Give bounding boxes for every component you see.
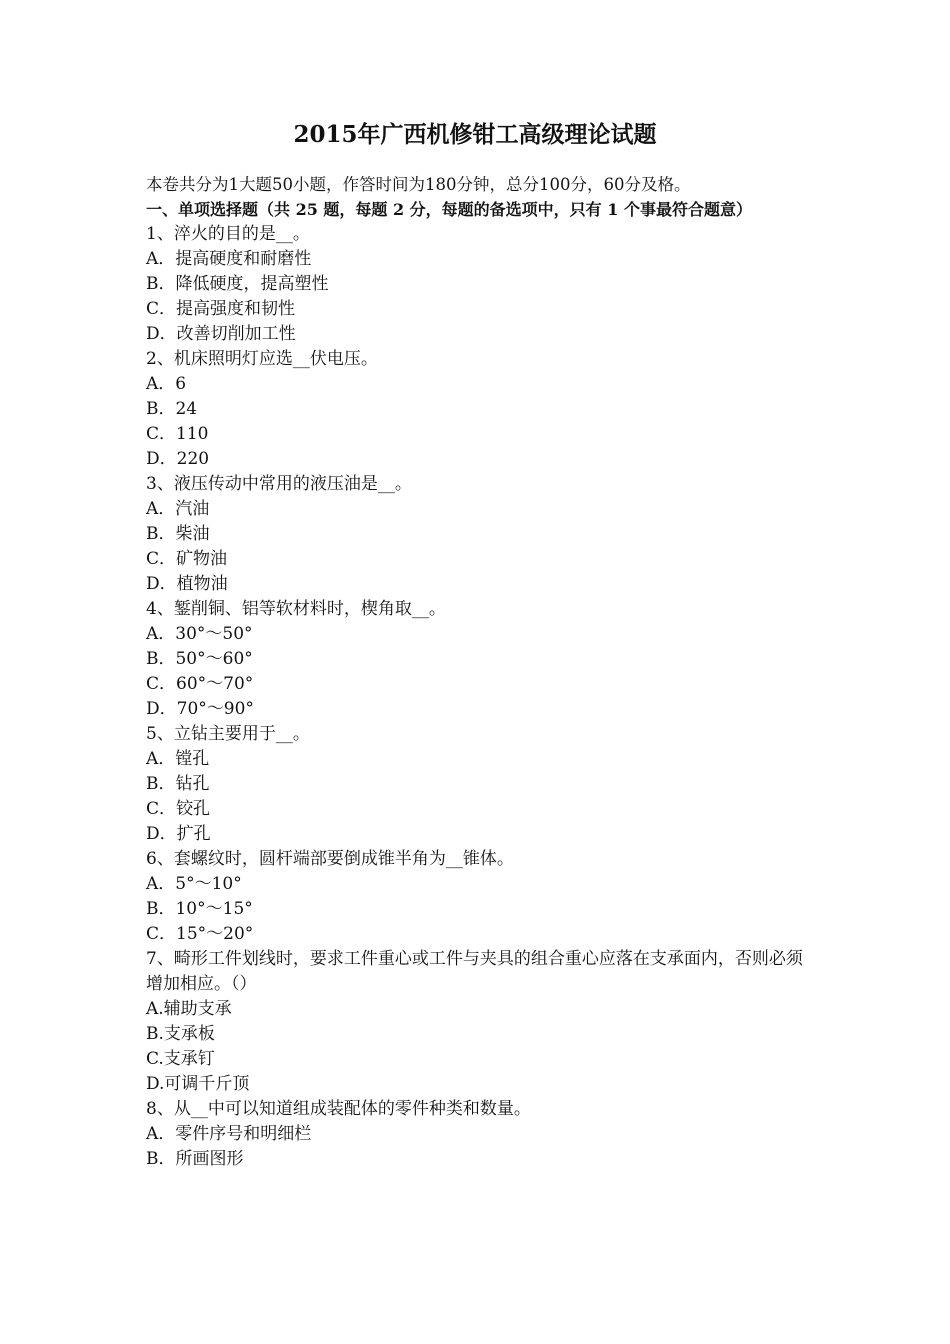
option-b: B．柴油 [146,524,210,544]
option-b: B.支承板 [146,1024,215,1044]
question-stem: 5、立钻主要用于__。 [146,724,310,744]
option-d: D.可调千斤顶 [146,1074,250,1094]
question-2 [146,347,818,472]
option-b: B．24 [146,399,198,419]
option-d: D．植物油 [146,574,228,594]
option-a: A．5°～10° [146,874,242,894]
option-d: D．70°～90° [146,699,254,719]
section-heading: 一、单项选择题（共 25 题，每题 2 分，每题的备选项中，只有 1 个事最符合题意） [146,200,752,219]
option-c: C.支承钉 [146,1049,215,1069]
option-d: D．扩孔 [146,824,211,844]
document-title: 2015年广西机修钳工高级理论试题 [293,121,657,148]
question-6 [146,847,818,947]
option-c: C．15°～20° [146,924,254,944]
option-a: A．提高硬度和耐磨性 [146,249,312,269]
option-b: B．所画图形 [146,1149,244,1169]
question-5 [146,722,818,847]
option-c: C．提高强度和韧性 [146,299,296,319]
question-stem: 4、錾削铜、铝等软材料时，楔角取__。 [146,599,446,619]
option-a: A.辅助支承 [146,999,232,1019]
question-7 [146,947,818,1097]
option-a: A．零件序号和明细栏 [146,1124,312,1144]
option-a: A．6 [146,374,187,394]
option-c: C．铰孔 [146,799,211,819]
question-stem: 3、液压传动中常用的液压油是__。 [146,474,412,494]
question-1 [146,222,818,347]
option-b: B．50°～60° [146,649,253,669]
question-stem: 8、从__中可以知道组成装配体的零件种类和数量。 [146,1099,531,1119]
option-a: A．汽油 [146,499,210,519]
question-8 [146,1097,818,1172]
document-body [146,172,818,1172]
question-3 [146,472,818,597]
option-a: A．镗孔 [146,749,210,769]
option-c: C．矿物油 [146,549,228,569]
option-d: D．改善切削加工性 [146,324,296,344]
question-4 [146,597,818,722]
option-c: C．60°～70° [146,674,254,694]
question-stem: 1、淬火的目的是__。 [146,224,310,244]
option-d: D．220 [146,449,210,469]
option-c: C．110 [146,424,209,444]
option-a: A．30°～50° [146,624,253,644]
option-b: B．10°～15° [146,899,253,919]
question-stem: 2、机床照明灯应选__伏电压。 [146,349,378,369]
option-b: B．钻孔 [146,774,210,794]
exam-instructions: 本卷共分为1大题50小题，作答时间为180分钟，总分100分，60分及格。 [146,175,691,194]
question-stem: 6、套螺纹时，圆杆端部要倒成锥半角为__锥体。 [146,849,514,869]
question-stem: 7、畸形工件划线时，要求工件重心或工件与夹具的组合重心应落在支承面内，否则必须增加相应。（） [146,949,803,994]
option-b: B．降低硬度，提高塑性 [146,274,329,294]
